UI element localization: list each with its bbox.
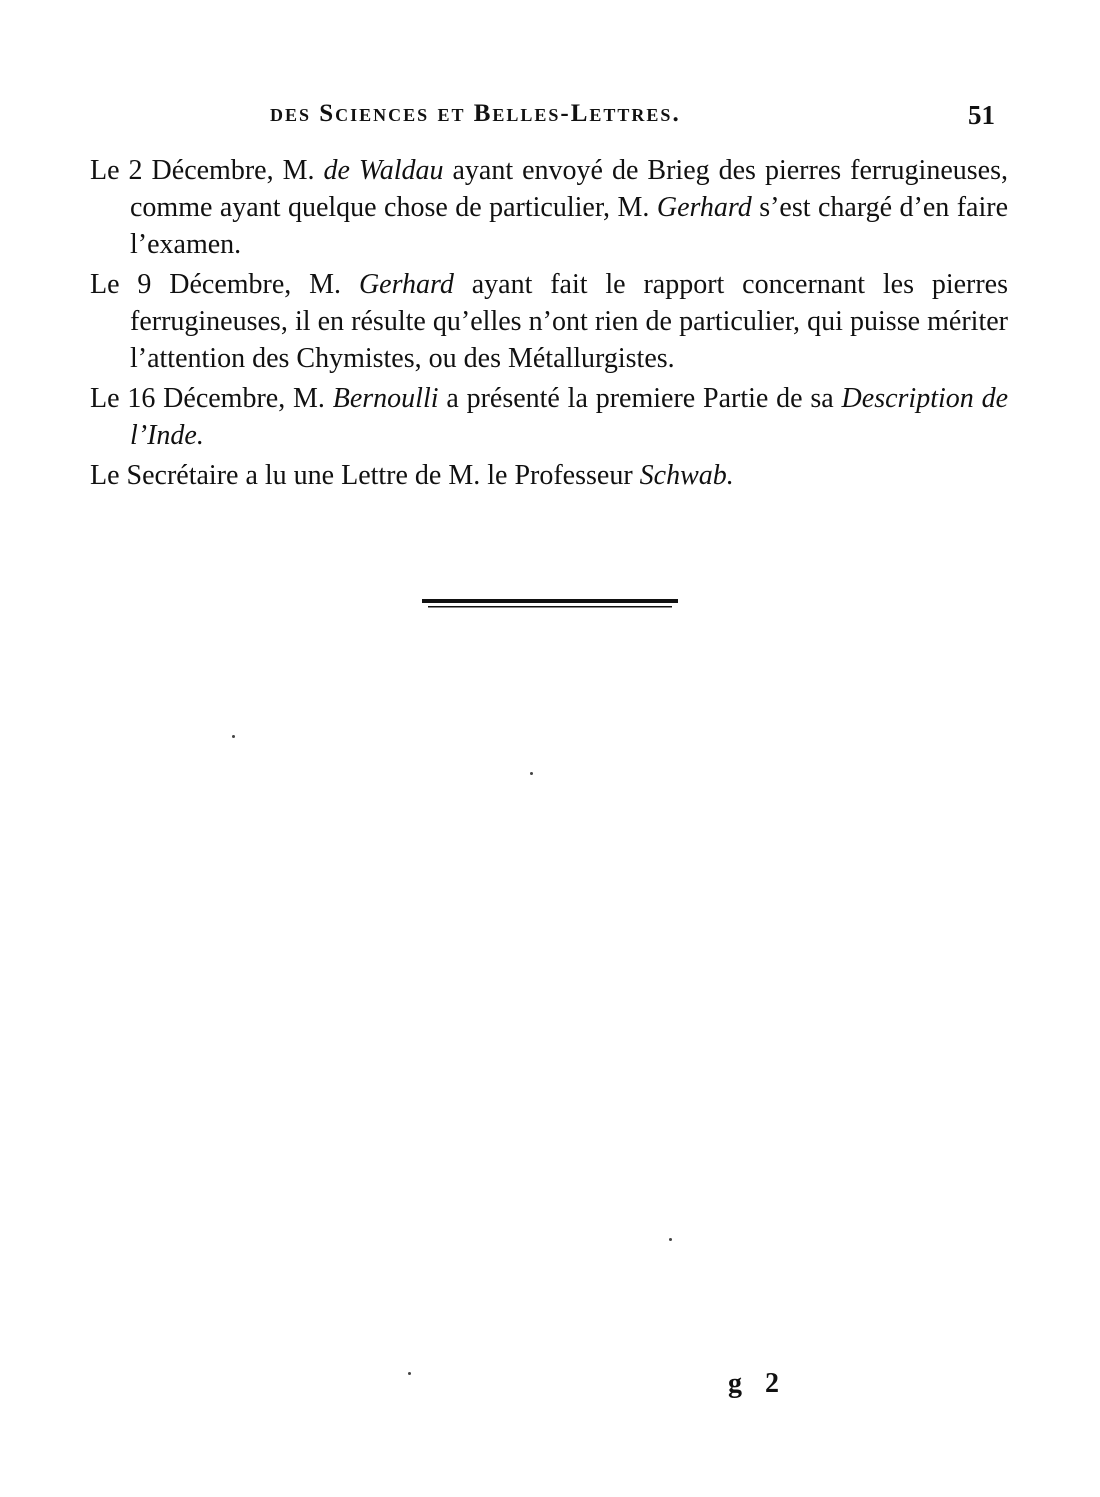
page-body xyxy=(90,152,1008,497)
print-speck xyxy=(669,1238,672,1241)
entry-lead: Le 16 Décembre, M. xyxy=(90,383,333,414)
entry-text: ayant fait le rapport concernant les pierres ferrugineuses, il en résulte qu’elles n’ont rien de particulier, qui puisse mériter l’attention des Chymistes, ou des Métallurgistes. xyxy=(130,269,1009,374)
entry-name: Schwab. xyxy=(639,460,734,491)
entry-text: ayant envoyé de Brieg des pierres ferrugineuses, comme ayant quelque chose de particulier, M. xyxy=(130,155,1008,223)
entry-2-december xyxy=(90,152,1008,263)
print-speck xyxy=(232,735,235,738)
entry-name: Gerhard xyxy=(358,269,454,300)
section-end-rule xyxy=(422,598,678,610)
entry-lead: Le 2 Décembre, M. xyxy=(90,155,324,186)
entry-lead: Le 9 Décembre, M. xyxy=(90,269,359,300)
entry-lead: Le Secrétaire a lu une Lettre de M. le Professeur xyxy=(90,460,640,491)
entry-secretary-letter xyxy=(90,457,1008,494)
signature-mark: g 2 xyxy=(728,1368,787,1399)
entry-title: Description de l’Inde. xyxy=(130,383,1009,451)
print-speck xyxy=(408,1372,411,1375)
print-speck xyxy=(530,772,533,775)
entry-name: de Waldau xyxy=(323,155,444,186)
entry-9-december xyxy=(90,266,1008,377)
running-head: des Sciences et Belles-Lettres. xyxy=(270,100,681,127)
entry-16-december xyxy=(90,380,1008,454)
entry-name: Gerhard xyxy=(656,192,752,223)
page-number: 51 xyxy=(968,100,995,130)
entry-text: a présenté la premiere Partie de sa xyxy=(438,383,842,414)
entry-text: s’est chargé d’en faire l’examen. xyxy=(130,192,1009,260)
entry-name: Bernoulli xyxy=(332,383,439,414)
